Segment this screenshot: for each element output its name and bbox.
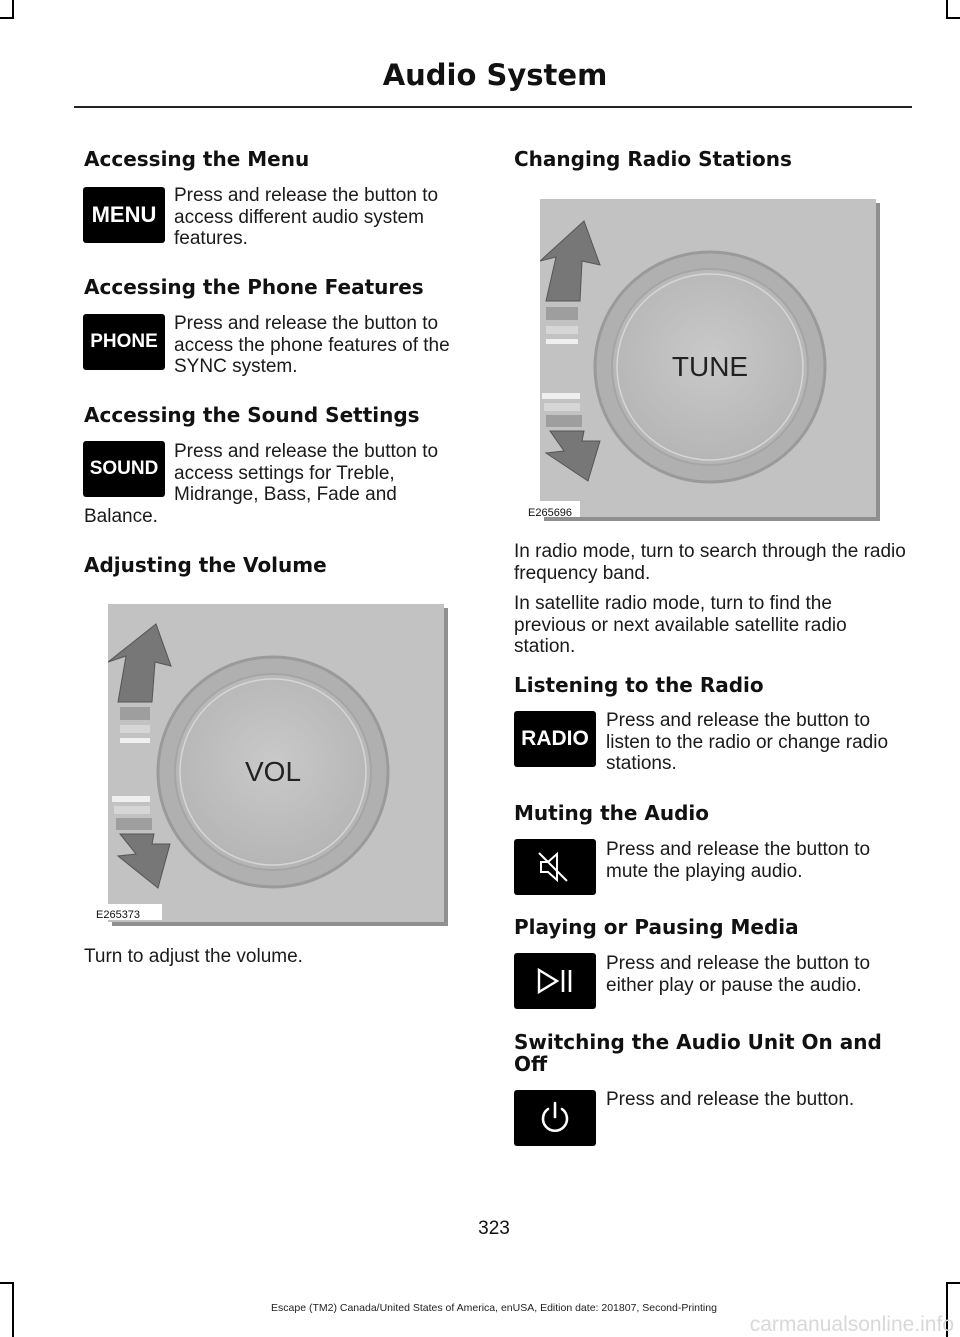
crop-mark — [0, 1282, 14, 1284]
heading-phone-features: Accessing the Phone Features — [84, 275, 424, 299]
phone-description: Press and release the button to access the phone features of the SYNC system. — [174, 313, 450, 377]
heading-changing-radio-stations: Changing Radio Stations — [514, 147, 792, 171]
heading-line: Switching the Audio Unit On and — [514, 1030, 882, 1054]
crop-mark — [946, 1282, 960, 1284]
crop-mark — [0, 17, 14, 19]
menu-description: Press and release the button to access different audio system features. — [174, 185, 439, 249]
heading-muting-audio: Muting the Audio — [514, 801, 710, 825]
tune-knob-figure — [528, 199, 880, 521]
heading-sound-settings: Accessing the Sound Settings — [84, 403, 420, 427]
radio-button-label: RADIO — [521, 727, 589, 750]
menu-button-icon — [83, 187, 165, 243]
phone-button-icon — [83, 314, 165, 370]
vol-knob-label: VOL — [244, 756, 302, 787]
sound-button-icon — [83, 441, 165, 497]
sound-description-line: Press and release the button to — [174, 441, 439, 462]
power-button — [514, 1090, 596, 1146]
sound-description-line: Midrange, Bass, Fade and — [174, 484, 397, 505]
page-number: 323 — [478, 1218, 510, 1239]
sound-button-label: SOUND — [89, 458, 159, 479]
figure-id: E265696 — [528, 507, 573, 519]
volume-description: Turn to adjust the volume. — [84, 946, 303, 967]
radio-button-icon — [514, 711, 596, 767]
power-description: Press and release the button. — [606, 1089, 855, 1110]
tune-knob-label: TUNE — [671, 351, 749, 382]
footer-edition-text: Escape (TM2) Canada/United States of America, enUSA, Edition date: 201807, Second-Printing — [271, 1302, 717, 1314]
menu-button-label: MENU — [91, 202, 157, 227]
mute-icon — [535, 849, 575, 885]
mute-description: Press and release the button to mute the playing audio. — [606, 839, 871, 882]
radio-description: Press and release the button to listen to the radio or change radio stations. — [606, 710, 889, 774]
power-icon — [537, 1100, 573, 1136]
heading-playing-pausing: Playing or Pausing Media — [514, 915, 799, 939]
radio-mode-paragraph: In radio mode, turn to search through the radio frequency band. — [514, 541, 906, 584]
heading-listening-to-radio: Listening to the Radio — [514, 673, 764, 697]
crop-mark — [946, 0, 948, 18]
volume-knob-figure — [96, 604, 448, 926]
figure-id: E265373 — [96, 909, 141, 921]
heading-switching-on-off — [514, 1031, 882, 1075]
watermark: carmanualsonline.info — [749, 1313, 954, 1336]
crop-mark — [12, 0, 14, 18]
page-title: Audio System — [382, 58, 608, 92]
sound-description-line: access settings for Treble, — [174, 463, 395, 484]
phone-button-label: PHONE — [90, 331, 158, 352]
heading-accessing-menu: Accessing the Menu — [84, 147, 310, 171]
play-pause-icon — [533, 965, 577, 997]
play-pause-button — [514, 953, 596, 1009]
play-pause-description: Press and release the button to either play or pause the audio. — [606, 953, 871, 996]
mute-button — [514, 839, 596, 895]
heading-line: Off — [514, 1052, 548, 1076]
header-divider — [74, 106, 912, 108]
sound-description-line: Balance. — [84, 506, 158, 527]
satellite-mode-paragraph: In satellite radio mode, turn to find the previous or next available satellite radio station. — [514, 593, 847, 657]
heading-adjusting-volume: Adjusting the Volume — [84, 553, 327, 577]
crop-mark — [946, 17, 960, 19]
